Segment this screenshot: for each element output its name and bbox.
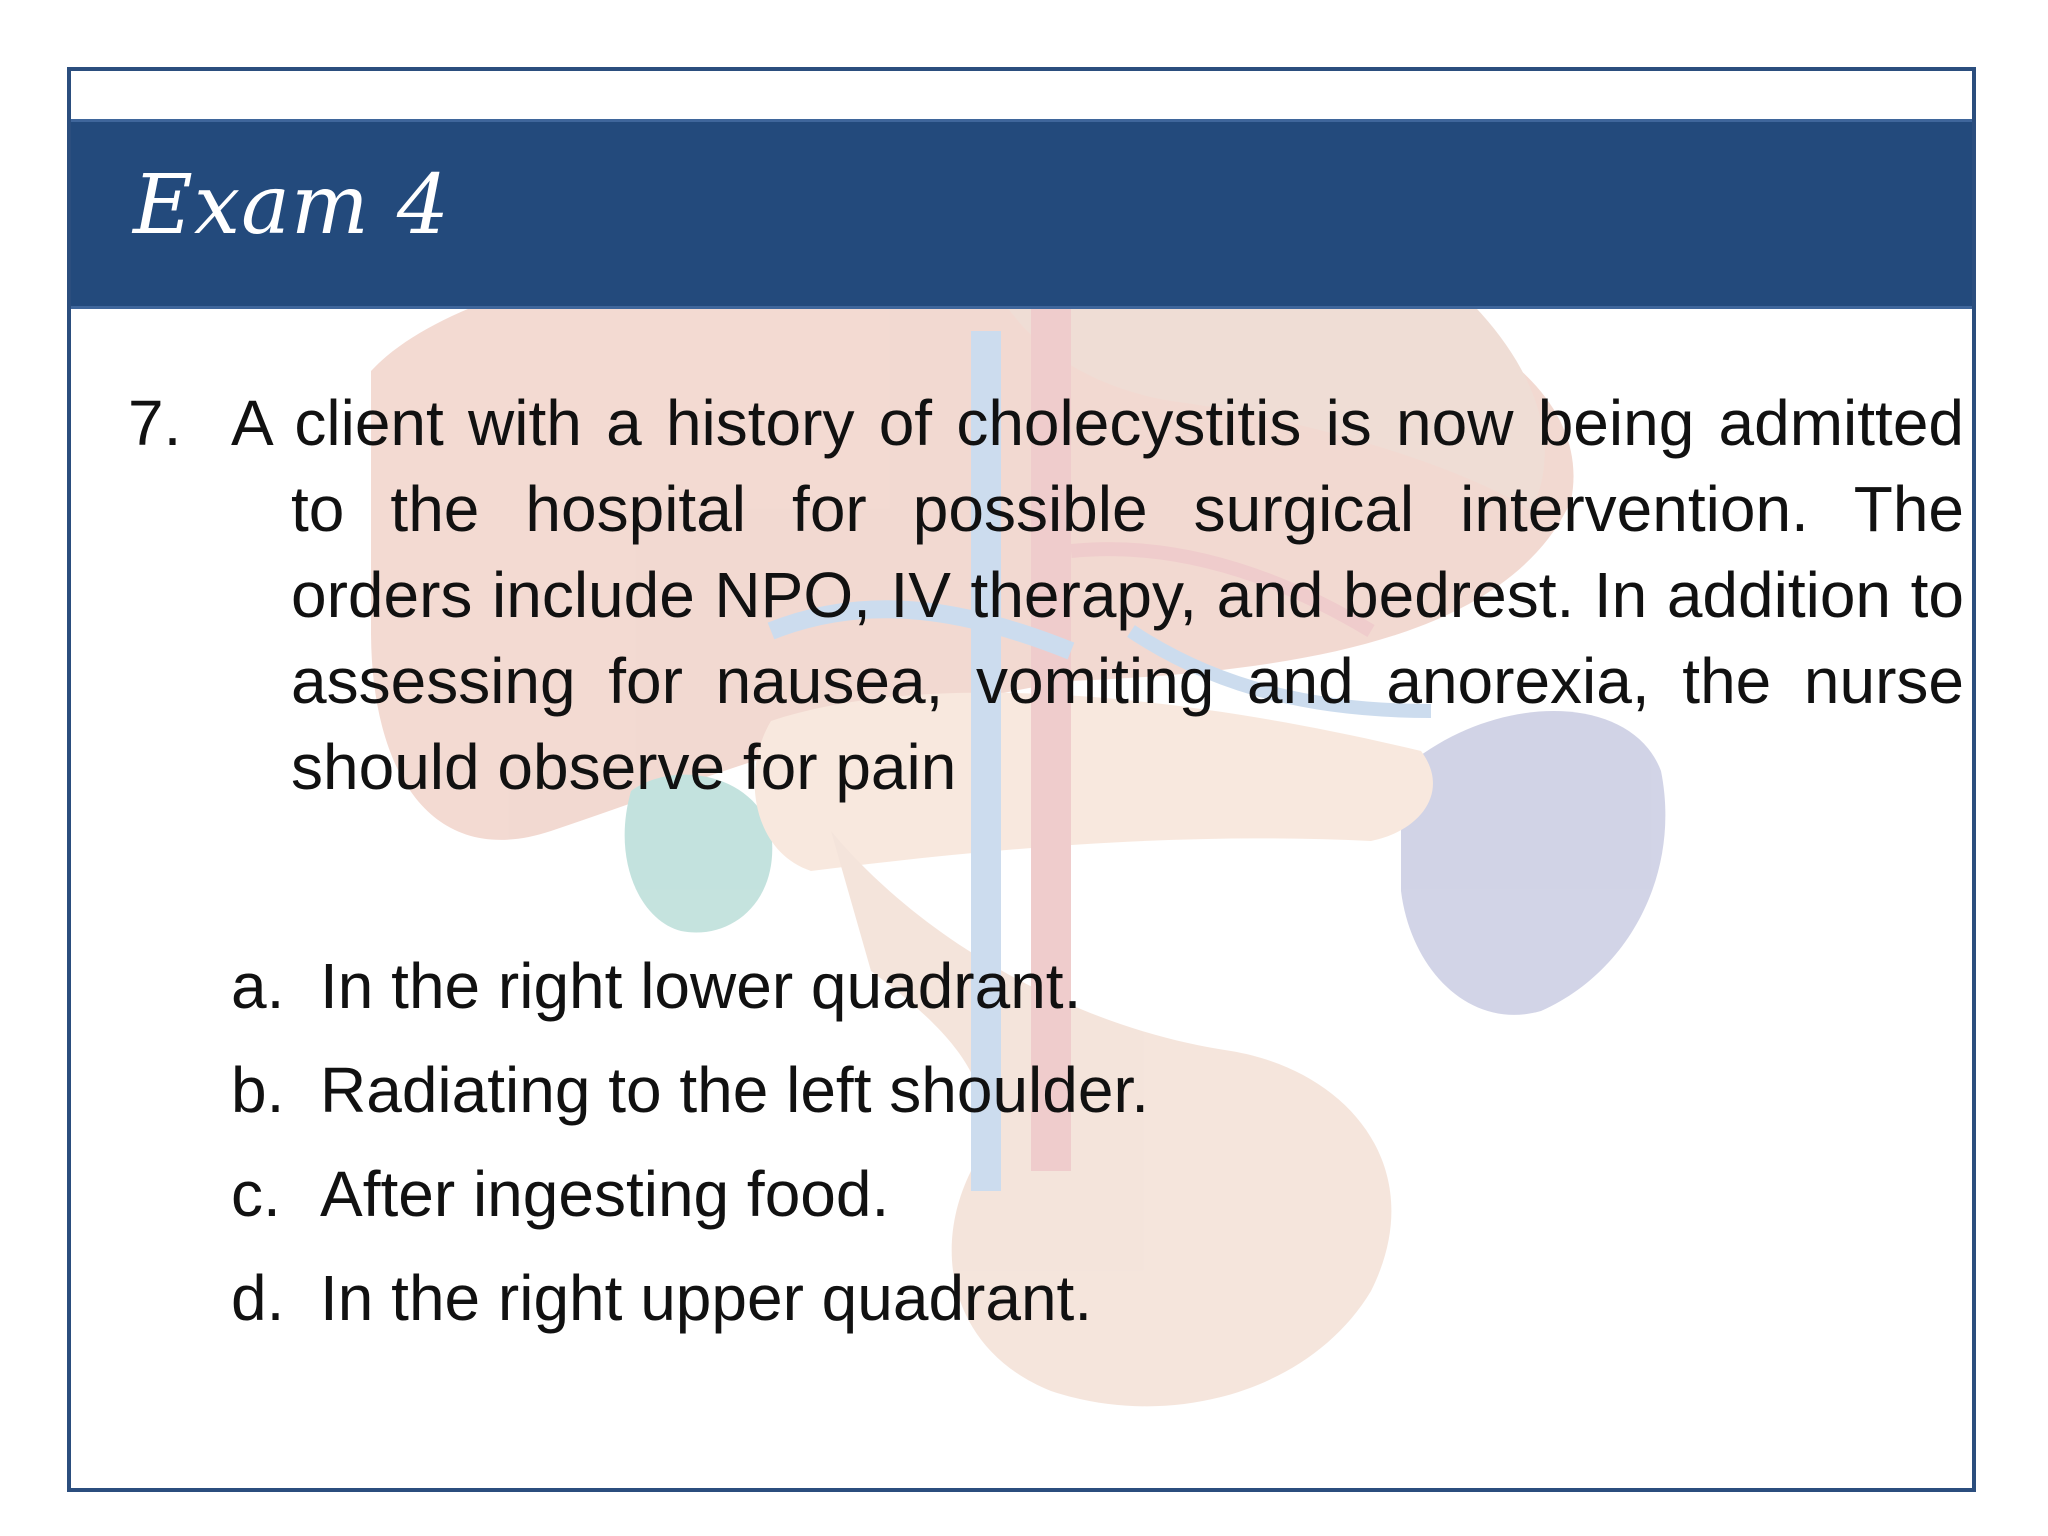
- option-letter: d.: [231, 1262, 285, 1334]
- question-text-content: A client with a history of cholecystitis is now being admitted to the hospital for possible surgical intervention. The orders include NPO, IV therapy, and bedrest. In addition to assessing for nausea, vomiting and anorexia, the nurse should observe for pain: [231, 387, 1964, 803]
- option-text: Radiating to the left shoulder.: [320, 1054, 1149, 1126]
- option-letter: b.: [231, 1054, 285, 1126]
- slide-frame: [67, 67, 1976, 1492]
- option-letter: c.: [231, 1158, 281, 1230]
- slide-title: Exam 4: [133, 158, 450, 253]
- option-text: In the right lower quadrant.: [320, 950, 1082, 1022]
- option-text: In the right upper quadrant.: [320, 1262, 1093, 1334]
- option-letter: a.: [231, 950, 285, 1022]
- question-text: [231, 380, 1964, 810]
- option-text: After ingesting food.: [320, 1158, 890, 1230]
- question-number: 7.: [128, 387, 182, 459]
- question-block: [71, 71, 1972, 1488]
